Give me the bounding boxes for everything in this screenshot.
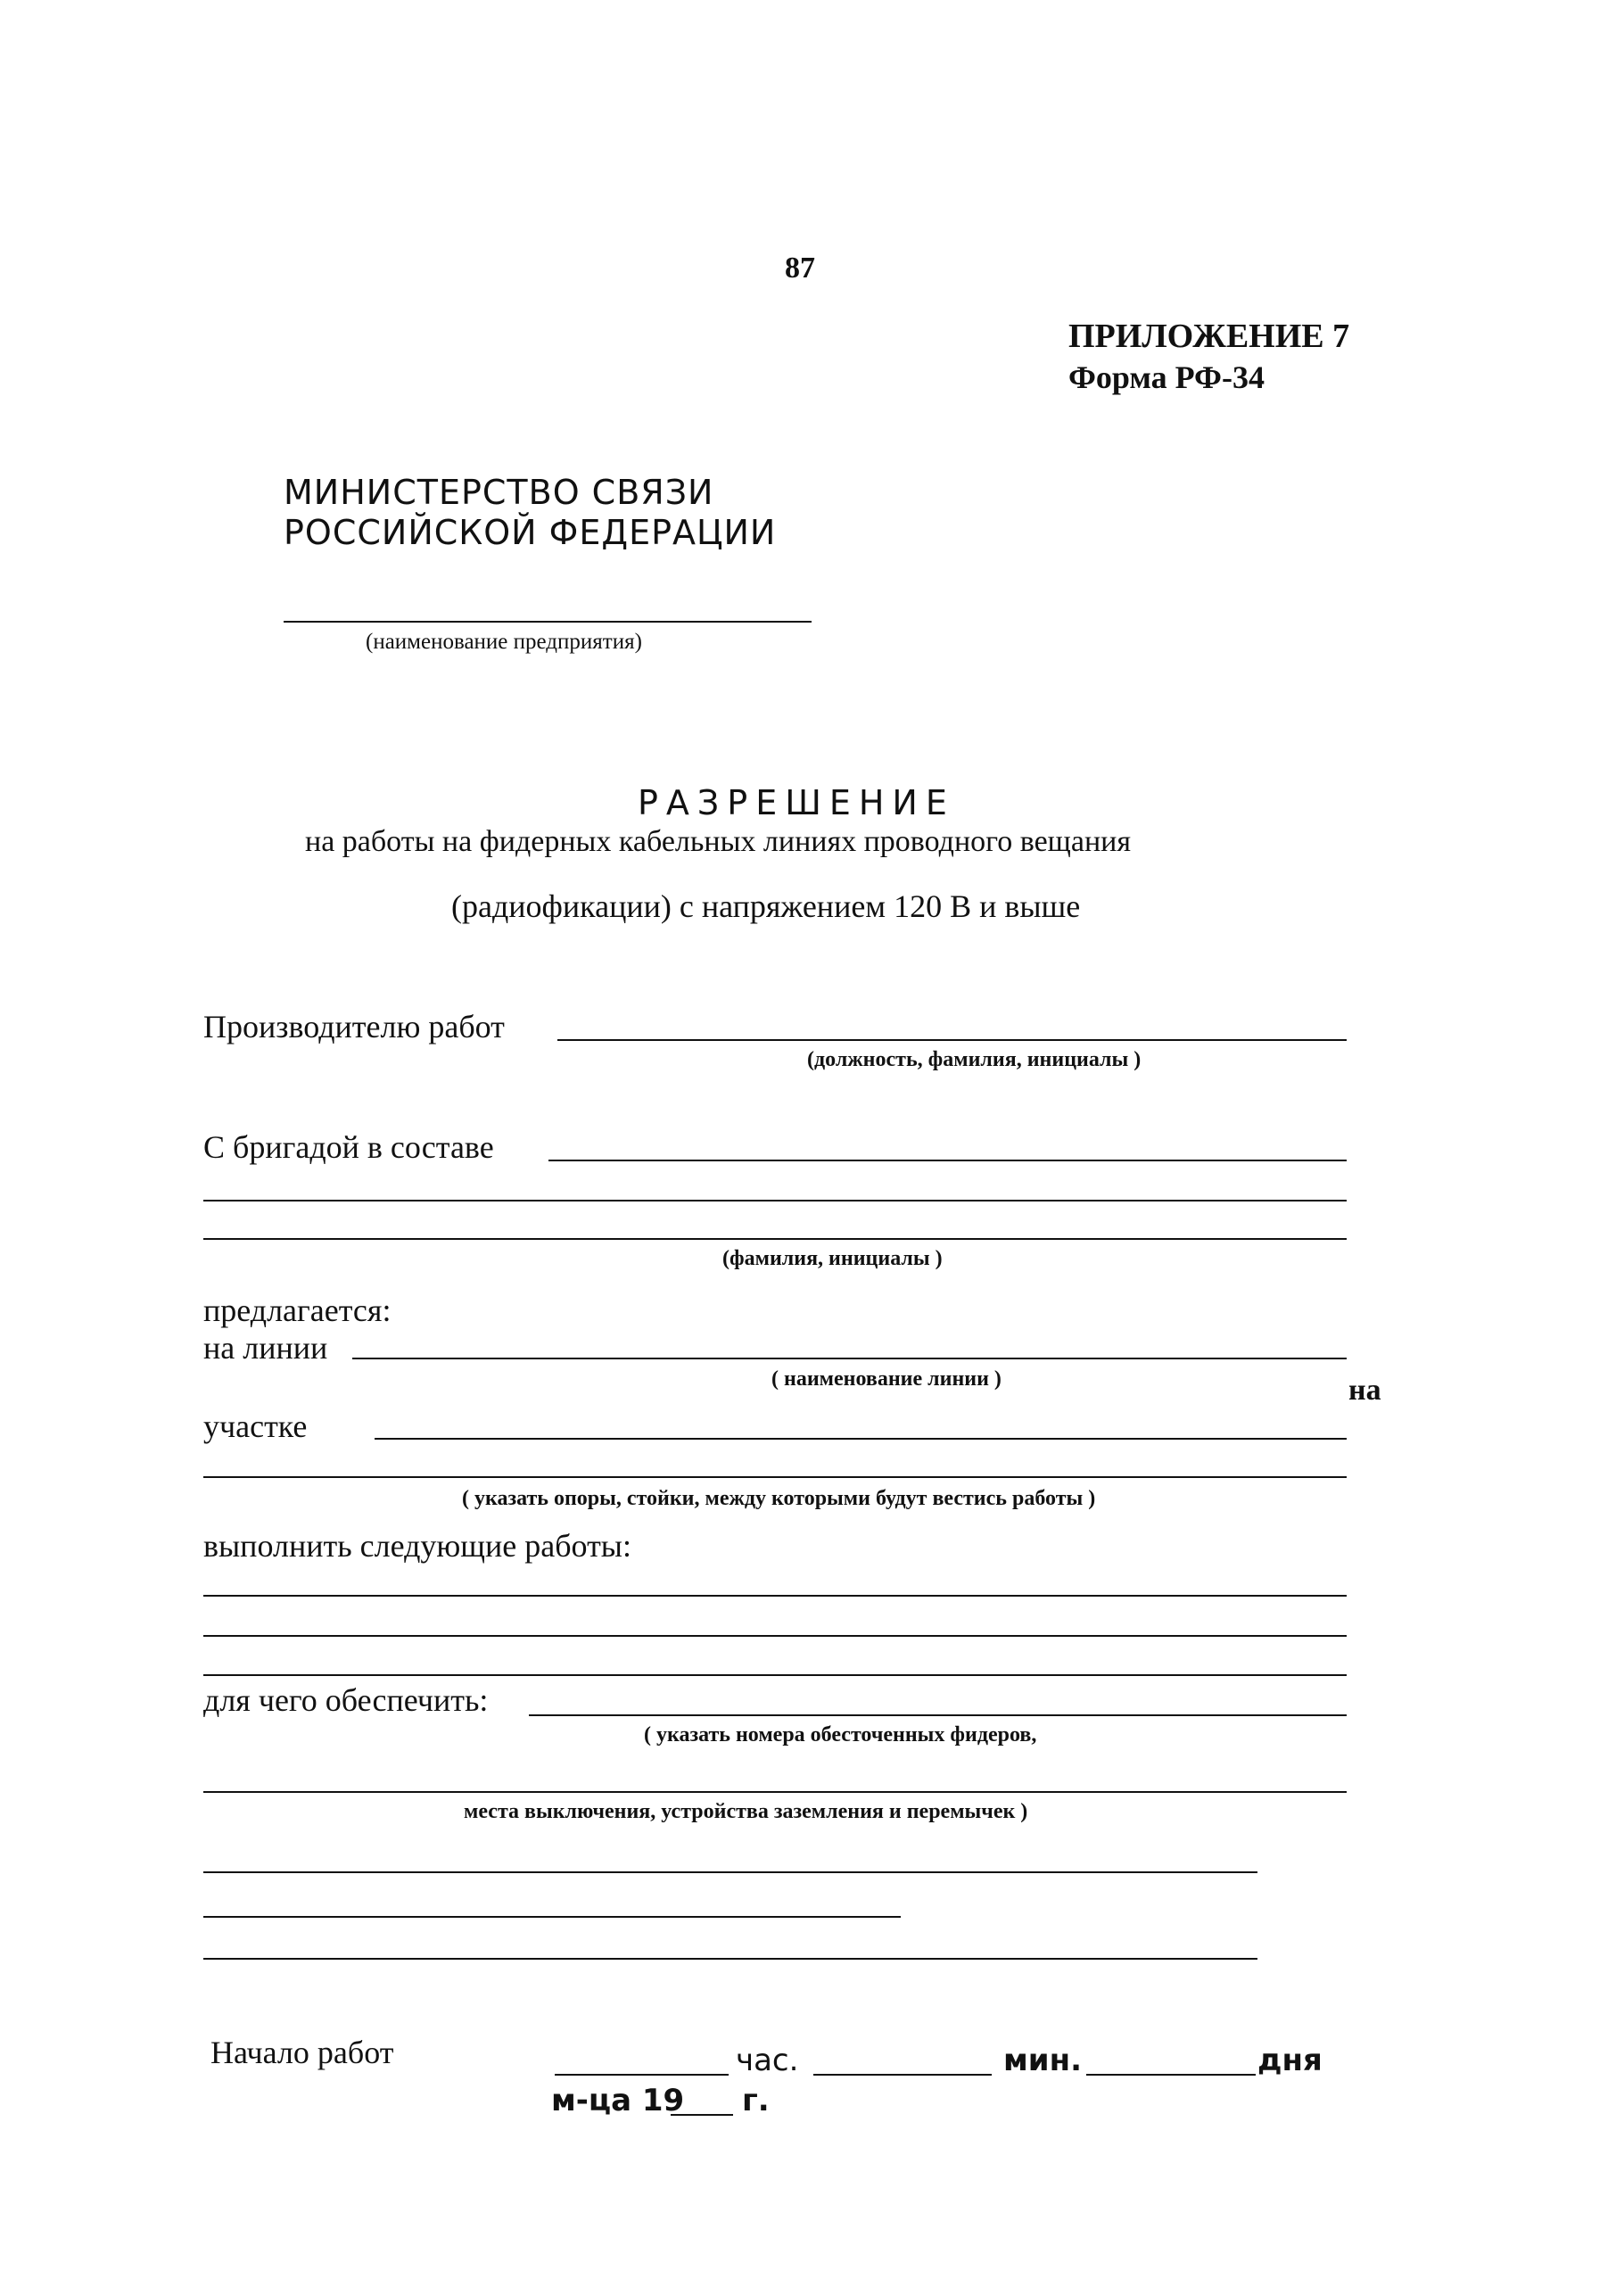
brigade-caption: (фамилия, инициалы ) [722,1247,943,1270]
works-field-line-1[interactable] [203,1595,1347,1597]
document-title: РАЗРЕШЕНИЕ [638,783,955,822]
producer-caption: (должность, фамилия, инициалы ) [807,1048,1142,1071]
provide-caption-2: места выключения, устройства заземления и перемычек ) [464,1800,1028,1823]
proposed-label: предлагается: [203,1292,392,1328]
brigade-field-line-1[interactable] [548,1160,1347,1161]
brigade-label: С бригадой в составе [203,1129,494,1165]
start-day-field[interactable] [1086,2074,1256,2076]
form-number: Форма РФ-34 [1068,359,1265,395]
line-label: на линии [203,1330,328,1366]
brigade-field-line-2[interactable] [203,1200,1347,1201]
ministry-name-line1: МИНИСТЕРСТВО СВЯЗИ [284,473,714,512]
works-field-line-3[interactable] [203,1674,1347,1676]
document-subtitle-line1: на работы на фидерных кабельных линиях проводного вещания [305,825,1131,858]
start-hour-field[interactable] [555,2074,729,2076]
line-name-caption: ( наименование линии ) [771,1367,1002,1391]
section-field-line-2[interactable] [203,1476,1347,1478]
provide-field-line-5[interactable] [203,1958,1257,1960]
line-name-field-line[interactable] [352,1358,1347,1359]
start-month-prefix: м-ца 19 [551,2083,685,2118]
provide-label: для чего обеспечить: [203,1682,489,1718]
provide-field-line-4[interactable] [203,1916,901,1918]
works-label: выполнить следующие работы: [203,1528,631,1564]
enterprise-caption: (наименование предприятия) [366,630,642,654]
provide-field-line-3[interactable] [203,1871,1257,1873]
start-min-field[interactable] [813,2074,992,2076]
provide-field-line-2[interactable] [203,1791,1347,1793]
brigade-field-line-3[interactable] [203,1238,1347,1240]
appendix-heading: ПРИЛОЖЕНИЕ 7 [1068,318,1350,355]
start-year-suffix: г. [742,2083,770,2118]
producer-label: Производителю работ [203,1009,505,1045]
page-number: 87 [785,252,815,285]
provide-field-line-1[interactable] [529,1714,1347,1716]
producer-field-line[interactable] [557,1039,1347,1041]
enterprise-name-line[interactable] [284,621,812,623]
works-field-line-2[interactable] [203,1635,1347,1637]
section-label: участке [203,1408,308,1444]
start-label: Начало работ [210,2035,394,2070]
na-label: на [1348,1374,1381,1407]
section-caption: ( указать опоры, стойки, между которыми будут вестись работы ) [462,1487,1096,1510]
document-subtitle-line2: (радиофикации) с напряжением 120 В и выше [451,888,1081,924]
start-year-field[interactable] [671,2114,733,2116]
start-hour-unit: час. [736,2043,799,2078]
provide-caption-1: ( указать номера обесточенных фидеров, [644,1723,1037,1746]
section-field-line-1[interactable] [375,1438,1347,1440]
start-day-unit: дня [1257,2043,1323,2078]
start-min-unit: мин. [1003,2043,1083,2078]
ministry-name-line2: РОССИЙСКОЙ ФЕДЕРАЦИИ [284,513,777,552]
